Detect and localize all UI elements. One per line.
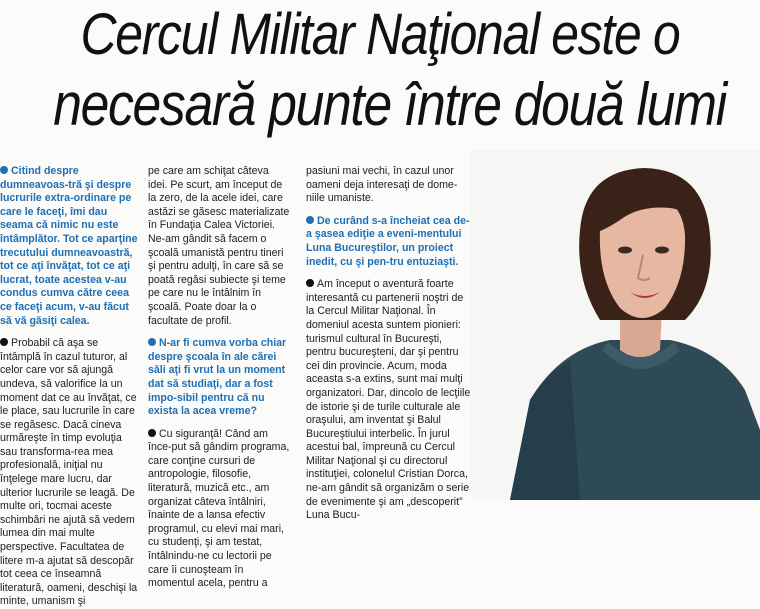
answer-continuation: pe care am schiţat câteva idei. Pe scurt, am început de la zero, de la acele idei, care astăzi se găsesc materializate în Fundaţia Calea Victoriei. Ne-am gândit să facem o şcoală umanistă pentru tineri şi pentru adulţi, în care să se poată regăsi subiecte şi teme pe care nu le întâlnim în şcoală. Poate doar la o facultate de profil.: [148, 165, 290, 327]
question-text: De curând s-a încheiat cea de-a şasea ediţie a eveni-mentului Luna Bucureştilor, un proiect inedit, cu şi pen-tru entuziaşti.: [306, 214, 470, 268]
black-bullet-icon: [0, 338, 8, 346]
answer-paragraph: [148, 428, 291, 591]
blue-bullet-icon: [0, 166, 8, 174]
portrait-photo: [470, 150, 760, 500]
headline: [0, 0, 760, 150]
answer-text: Probabil că aşa se întâmplă în cazul tuturor, al celor care vor să ajungă undeva, să valorifice la un moment dat ce au învăţat, ce le place, sau lucrurile în care se regăsesc. Dacă cineva urmăreşte în timp evoluţia sau transforma-rea mea profesională, iniţial nu înţelege mare lucru, dar ulterior lucrurile se leagă. De multe ori, tocmai aceste schimbări ne ajută să vedem lumea din mai multe perspective. Facultatea de litere m-a ajutat să descopăr tot ceea ce înseamnă literatură, oameni, deschişi la minte, umanism şi: [0, 337, 138, 608]
black-bullet-icon: [148, 429, 156, 437]
answer-text: Cu siguranţă! Când am înce-put să gândim programa, care conţine cursuri de antropologie, filosofie, literatură, muzică etc., am organizat câteva întâlniri, înainte de a lansa efectiv programul, cu elevi mai mari, cu studenţi, şi am testat, întâlnindu-ne cu lectorii pe care îi cunoşteam în momentul acela, pentru a: [148, 427, 290, 590]
article-column-1: [0, 165, 140, 608]
blue-bullet-icon: [148, 338, 156, 346]
headline-line-2: necesară punte între două lumi: [53, 71, 726, 138]
question-paragraph: [148, 337, 291, 419]
answer-continuation: pasiuni mai vechi, în cazul unor oameni deja interesaţi de dome-niile umaniste.: [306, 165, 458, 205]
black-bullet-icon: [306, 279, 314, 287]
answer-paragraph: [0, 337, 140, 609]
question-paragraph: [0, 165, 140, 328]
answer-text: Am început o aventură foarte interesantă cu partenerii noştri de la Cercul Militar Naţional. În domeniul acesta suntem pionieri: turismul cultural în Bucureşti, pentru bucureşteni, dar şi pentru cei din provincie. Acum, moda aceasta s-a extins, sunt mai mulţi organizatori. Dar, dincolo de lecţiile de istorie şi de turile culturale ale oraşului, am inventat şi Balul Bucureştiului interbelic. În jurul acestui bal, împreună cu Cercul Militar Naţional şi cu directorul instituţiei, colonelul Cristian Dorca, ne-am gândit să organizăm o serie de evenimente şi am „descoperit” Luna Bucu-: [306, 278, 471, 522]
answer-paragraph: [306, 278, 474, 523]
portrait-illustration: [470, 150, 760, 500]
headline-line-1: Cercul Militar Naţional este o: [80, 2, 680, 67]
blue-bullet-icon: [306, 216, 314, 224]
question-text: Citind despre dumneavoas-tră şi despre lucrurile extra-ordinare pe care le faceţi, îmi dau seama că nimic nu este întâmplător. Tot ce aparţine trecutului dumneavoastră, tot ce aţi învăţat, tot ce aţi lucrat, toate acestea v-au condus cumva către ceea ce faceţi acum, v-au făcut să vă găsiţi calea.: [0, 165, 138, 327]
article-column-2: [148, 165, 291, 590]
question-paragraph: [306, 215, 474, 269]
question-text: N-ar fi cumva vorba chiar despre şcoala în ale cărei săli aţi fi vrut la un moment dat să studiaţi, dar a fost impo-sibil pentru că nu exista la acea vreme?: [148, 337, 287, 418]
article-column-3: [306, 165, 474, 522]
